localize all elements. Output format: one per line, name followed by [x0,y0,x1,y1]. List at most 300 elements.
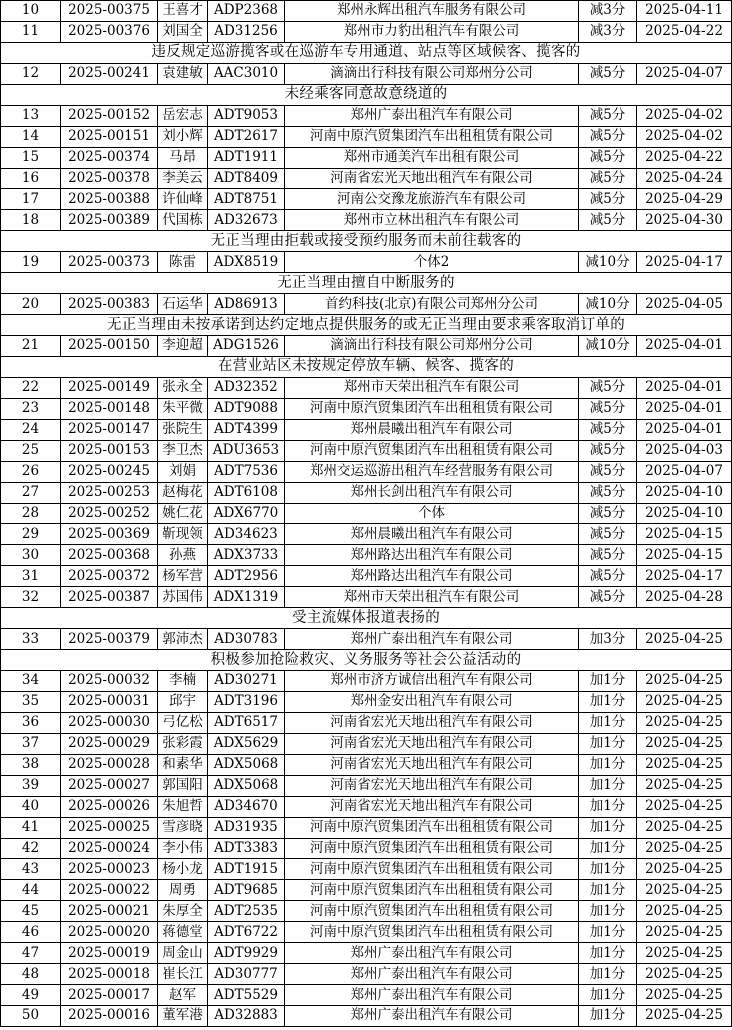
row-number-cell: 41 [1,817,61,838]
date-cell: 2025-04-25 [637,880,732,901]
date-cell: 2025-04-25 [637,985,732,1006]
record-id-cell: 2025-00031 [61,691,158,712]
plate-number-cell: ADX5629 [208,733,285,754]
company-cell: 郑州金安出租汽车有限公司 [285,691,579,712]
points-cell: 减5分 [579,377,637,398]
table-row [1,943,732,964]
date-cell: 2025-04-22 [637,21,732,42]
record-id-cell: 2025-00372 [61,566,158,587]
points-cell: 加1分 [579,922,637,943]
company-cell: 滴滴出行科技有限公司郑州分公司 [285,336,579,357]
points-cell: 减5分 [579,168,637,189]
row-number-cell: 29 [1,524,61,545]
table-row [1,419,732,440]
row-number-cell: 20 [1,294,61,315]
record-id-cell: 2025-00032 [61,671,158,692]
record-id-cell: 2025-00019 [61,943,158,964]
date-cell: 2025-04-25 [637,775,732,796]
table-row [1,922,732,943]
driver-name-cell: 陈雷 [158,252,208,273]
table-row [1,126,732,147]
driver-name-cell: 袁建敏 [158,63,208,84]
table-row [1,147,732,168]
row-number-cell: 17 [1,189,61,210]
plate-number-cell: AD32352 [208,377,285,398]
table-row [1,817,732,838]
company-cell: 郑州路达出租汽车有限公司 [285,545,579,566]
driver-name-cell: 李迎超 [158,336,208,357]
company-cell: 郑州永辉出租汽车服务有限公司 [285,1,579,22]
row-number-cell: 48 [1,964,61,985]
points-cell: 减5分 [579,545,637,566]
driver-name-cell: 李楠 [158,671,208,692]
points-cell: 减5分 [579,461,637,482]
row-number-cell: 21 [1,336,61,357]
driver-name-cell: 朱厚全 [158,901,208,922]
driver-name-cell: 董军港 [158,1006,208,1027]
date-cell: 2025-04-22 [637,147,732,168]
record-id-cell: 2025-00148 [61,398,158,419]
plate-number-cell: AD32883 [208,1006,285,1027]
table-row [1,336,732,357]
section-header-row [1,608,732,629]
plate-number-cell: ADT9929 [208,943,285,964]
driver-name-cell: 岳宏志 [158,105,208,126]
points-cell: 加1分 [579,691,637,712]
date-cell: 2025-04-25 [637,754,732,775]
plate-number-cell: ADX5068 [208,775,285,796]
table-row [1,440,732,461]
table-row [1,189,732,210]
plate-number-cell: ADT2956 [208,566,285,587]
points-cell: 加1分 [579,733,637,754]
plate-number-cell: AD30271 [208,671,285,692]
row-number-cell: 38 [1,754,61,775]
row-number-cell: 46 [1,922,61,943]
date-cell: 2025-04-25 [637,712,732,733]
table-row [1,587,732,608]
record-id-cell: 2025-00026 [61,796,158,817]
points-cell: 减3分 [579,1,637,22]
points-cell: 加1分 [579,796,637,817]
company-cell: 河南中原汽贸集团汽车出租租赁有限公司 [285,859,579,880]
driver-name-cell: 和素华 [158,754,208,775]
points-cell: 减10分 [579,336,637,357]
driver-name-cell: 赵军 [158,985,208,1006]
plate-number-cell: ADT5529 [208,985,285,1006]
driver-name-cell: 李卫杰 [158,440,208,461]
company-cell: 郑州广泰出租汽车有限公司 [285,985,579,1006]
row-number-cell: 26 [1,461,61,482]
driver-name-cell: 孙燕 [158,545,208,566]
table-row [1,901,732,922]
section-header-row [1,356,732,377]
row-number-cell: 31 [1,566,61,587]
plate-number-cell: AD34623 [208,524,285,545]
points-cell: 加1分 [579,838,637,859]
row-number-cell: 25 [1,440,61,461]
row-number-cell: 42 [1,838,61,859]
driver-name-cell: 张彩霞 [158,733,208,754]
record-id-cell: 2025-00022 [61,880,158,901]
row-number-cell: 23 [1,398,61,419]
date-cell: 2025-04-11 [637,1,732,22]
points-cell: 减10分 [579,252,637,273]
date-cell: 2025-04-15 [637,545,732,566]
row-number-cell: 24 [1,419,61,440]
section-header-row [1,42,732,63]
driver-name-cell: 代国栋 [158,210,208,231]
driver-name-cell: 刘小辉 [158,126,208,147]
table-row [1,629,732,650]
date-cell: 2025-04-25 [637,943,732,964]
row-number-cell: 12 [1,63,61,84]
section-header-row [1,650,732,671]
points-cell: 减5分 [579,398,637,419]
company-cell: 郑州市天荣出租汽车有限公司 [285,587,579,608]
company-cell: 河南省宏光天地出租汽车有限公司 [285,733,579,754]
table-row [1,775,732,796]
company-cell: 郑州交运巡游出租汽车经营服务有限公司 [285,461,579,482]
driver-name-cell: 雪彦晓 [158,817,208,838]
driver-name-cell: 李美云 [158,168,208,189]
plate-number-cell: AD30777 [208,964,285,985]
table-row [1,838,732,859]
record-id-cell: 2025-00376 [61,21,158,42]
plate-number-cell: ADG1526 [208,336,285,357]
company-cell: 河南中原汽贸集团汽车出租租赁有限公司 [285,817,579,838]
table-row [1,671,732,692]
row-number-cell: 30 [1,545,61,566]
company-cell: 首约科技(北京)有限公司郑州分公司 [285,294,579,315]
record-id-cell: 2025-00028 [61,754,158,775]
company-cell: 郑州市通美汽车出租有限公司 [285,147,579,168]
row-number-cell: 19 [1,252,61,273]
record-id-cell: 2025-00369 [61,524,158,545]
points-cell: 减5分 [579,147,637,168]
record-id-cell: 2025-00151 [61,126,158,147]
section-title: 违反规定巡游揽客或在巡游车专用通道、站点等区域候客、揽客的 [1,42,732,63]
record-id-cell: 2025-00023 [61,859,158,880]
table-row [1,21,732,42]
driver-name-cell: 郭沛杰 [158,629,208,650]
table-row [1,1006,732,1027]
plate-number-cell: ADT8751 [208,189,285,210]
record-id-cell: 2025-00147 [61,419,158,440]
plate-number-cell: ADX8519 [208,252,285,273]
driver-name-cell: 苏国伟 [158,587,208,608]
row-number-cell: 37 [1,733,61,754]
record-id-cell: 2025-00245 [61,461,158,482]
company-cell: 河南中原汽贸集团汽车出租租赁有限公司 [285,126,579,147]
table-row [1,566,732,587]
driver-name-cell: 姚仁花 [158,503,208,524]
points-cell: 减5分 [579,105,637,126]
company-cell: 郑州广泰出租汽车有限公司 [285,629,579,650]
record-id-cell: 2025-00018 [61,964,158,985]
company-cell: 郑州广泰出租汽车有限公司 [285,105,579,126]
record-id-cell: 2025-00368 [61,545,158,566]
company-cell: 郑州市立林出租汽车有限公司 [285,210,579,231]
record-id-cell: 2025-00389 [61,210,158,231]
driver-name-cell: 邱宇 [158,691,208,712]
record-id-cell: 2025-00253 [61,482,158,503]
driver-name-cell: 崔长江 [158,964,208,985]
table-row [1,545,732,566]
row-number-cell: 27 [1,482,61,503]
points-cell: 加1分 [579,901,637,922]
record-id-cell: 2025-00029 [61,733,158,754]
plate-number-cell: ADT3196 [208,691,285,712]
plate-number-cell: AD31935 [208,817,285,838]
record-id-cell: 2025-00374 [61,147,158,168]
date-cell: 2025-04-10 [637,482,732,503]
driver-name-cell: 杨小龙 [158,859,208,880]
date-cell: 2025-04-01 [637,398,732,419]
plate-number-cell: ADT8409 [208,168,285,189]
row-number-cell: 39 [1,775,61,796]
section-header-row [1,273,732,294]
row-number-cell: 16 [1,168,61,189]
points-cell: 加1分 [579,754,637,775]
date-cell: 2025-04-25 [637,859,732,880]
row-number-cell: 35 [1,691,61,712]
driver-name-cell: 弓亿松 [158,712,208,733]
plate-number-cell: AD34670 [208,796,285,817]
record-id-cell: 2025-00241 [61,63,158,84]
driver-name-cell: 石运华 [158,294,208,315]
record-id-cell: 2025-00030 [61,712,158,733]
driver-name-cell: 王喜才 [158,1,208,22]
section-title: 无正当理由擅自中断服务的 [1,273,732,294]
row-number-cell: 13 [1,105,61,126]
record-id-cell: 2025-00383 [61,294,158,315]
plate-number-cell: ADU3653 [208,440,285,461]
date-cell: 2025-04-17 [637,252,732,273]
date-cell: 2025-04-01 [637,336,732,357]
row-number-cell: 43 [1,859,61,880]
record-id-cell: 2025-00375 [61,1,158,22]
company-cell: 郑州市天荣出租汽车有限公司 [285,377,579,398]
date-cell: 2025-04-07 [637,461,732,482]
record-id-cell: 2025-00387 [61,587,158,608]
date-cell: 2025-04-25 [637,922,732,943]
row-number-cell: 49 [1,985,61,1006]
plate-number-cell: ADT6108 [208,482,285,503]
record-id-cell: 2025-00379 [61,629,158,650]
record-id-cell: 2025-00024 [61,838,158,859]
plate-number-cell: ADT9685 [208,880,285,901]
points-cell: 加1分 [579,880,637,901]
points-cell: 加1分 [579,712,637,733]
date-cell: 2025-04-15 [637,524,732,545]
table-row [1,482,732,503]
company-cell: 河南公交豫龙旅游汽车有限公司 [285,189,579,210]
plate-number-cell: AD86913 [208,294,285,315]
record-id-cell: 2025-00027 [61,775,158,796]
company-cell: 河南中原汽贸集团汽车出租租赁有限公司 [285,922,579,943]
section-title: 积极参加抢险救灾、义务服务等社会公益活动的 [1,650,732,671]
row-number-cell: 50 [1,1006,61,1027]
points-cell: 加1分 [579,943,637,964]
section-title: 无正当理由未按承诺到达约定地点提供服务的或无正当理由要求乘客取消订单的 [1,315,732,336]
date-cell: 2025-04-25 [637,796,732,817]
section-header-row [1,315,732,336]
table-row [1,168,732,189]
row-number-cell: 22 [1,377,61,398]
row-number-cell: 11 [1,21,61,42]
driver-name-cell: 郭国阳 [158,775,208,796]
points-cell: 减3分 [579,21,637,42]
row-number-cell: 15 [1,147,61,168]
table-row [1,985,732,1006]
plate-number-cell: ADT1915 [208,859,285,880]
company-cell: 河南省宏光天地出租汽车有限公司 [285,168,579,189]
plate-number-cell: ADX1319 [208,587,285,608]
plate-number-cell: ADX6770 [208,503,285,524]
table-row [1,210,732,231]
date-cell: 2025-04-17 [637,566,732,587]
company-cell: 河南省宏光天地出租汽车有限公司 [285,796,579,817]
table-row [1,252,732,273]
driver-name-cell: 朱平微 [158,398,208,419]
date-cell: 2025-04-05 [637,294,732,315]
points-cell: 减5分 [579,126,637,147]
plate-number-cell: ADT2617 [208,126,285,147]
driver-name-cell: 李小伟 [158,838,208,859]
plate-number-cell: ADT2535 [208,901,285,922]
row-number-cell: 28 [1,503,61,524]
company-cell: 郑州广泰出租汽车有限公司 [285,1006,579,1027]
points-cell: 加1分 [579,671,637,692]
date-cell: 2025-04-02 [637,105,732,126]
plate-number-cell: ADT4399 [208,419,285,440]
record-id-cell: 2025-00152 [61,105,158,126]
company-cell: 河南中原汽贸集团汽车出租租赁有限公司 [285,880,579,901]
table-row [1,503,732,524]
record-id-cell: 2025-00373 [61,252,158,273]
points-cell: 加1分 [579,859,637,880]
date-cell: 2025-04-25 [637,691,732,712]
company-cell: 郑州广泰出租汽车有限公司 [285,964,579,985]
date-cell: 2025-04-25 [637,1006,732,1027]
row-number-cell: 36 [1,712,61,733]
date-cell: 2025-04-25 [637,901,732,922]
points-cell: 减5分 [579,503,637,524]
company-cell: 河南省宏光天地出租汽车有限公司 [285,712,579,733]
company-cell: 郑州市济方诚信出租汽车有限公司 [285,671,579,692]
driver-name-cell: 刘娟 [158,461,208,482]
driver-name-cell: 蒋德堂 [158,922,208,943]
records-table-body [1,1,732,1027]
table-row [1,377,732,398]
points-cell: 加3分 [579,629,637,650]
company-cell: 郑州市力豹出租汽车有限公司 [285,21,579,42]
driver-name-cell: 张院生 [158,419,208,440]
table-row [1,524,732,545]
table-row [1,398,732,419]
company-cell: 郑州路达出租汽车有限公司 [285,566,579,587]
table-row [1,461,732,482]
date-cell: 2025-04-03 [637,440,732,461]
section-header-row [1,84,732,105]
record-id-cell: 2025-00150 [61,336,158,357]
table-row [1,733,732,754]
points-cell: 加1分 [579,964,637,985]
company-cell: 郑州晨曦出租汽车有限公司 [285,419,579,440]
plate-number-cell: ADT7536 [208,461,285,482]
points-cell: 减5分 [579,419,637,440]
date-cell: 2025-04-25 [637,629,732,650]
plate-number-cell: ADT6722 [208,922,285,943]
driver-name-cell: 周金山 [158,943,208,964]
points-cell: 加1分 [579,817,637,838]
section-title: 在营业站区未按规定停放车辆、候客、揽客的 [1,356,732,377]
table-row [1,691,732,712]
record-id-cell: 2025-00149 [61,377,158,398]
table-row [1,63,732,84]
points-cell: 减5分 [579,210,637,231]
table-row [1,964,732,985]
company-cell: 河南省宏光天地出租汽车有限公司 [285,754,579,775]
table-row [1,859,732,880]
row-number-cell: 44 [1,880,61,901]
driver-name-cell: 张永全 [158,377,208,398]
company-cell: 个体2 [285,252,579,273]
driver-name-cell: 靳现领 [158,524,208,545]
date-cell: 2025-04-01 [637,377,732,398]
row-number-cell: 47 [1,943,61,964]
company-cell: 滴滴出行科技有限公司郑州分公司 [285,63,579,84]
plate-number-cell: AD31256 [208,21,285,42]
row-number-cell: 32 [1,587,61,608]
points-cell: 减5分 [579,587,637,608]
company-cell: 河南中原汽贸集团汽车出租租赁有限公司 [285,901,579,922]
driver-name-cell: 刘国全 [158,21,208,42]
points-cell: 减5分 [579,566,637,587]
record-id-cell: 2025-00017 [61,985,158,1006]
row-number-cell: 45 [1,901,61,922]
row-number-cell: 14 [1,126,61,147]
row-number-cell: 18 [1,210,61,231]
table-row [1,796,732,817]
plate-number-cell: ADX3733 [208,545,285,566]
points-cell: 加1分 [579,1006,637,1027]
section-title: 无正当理由拒载或接受预约服务而未前往载客的 [1,231,732,252]
record-id-cell: 2025-00153 [61,440,158,461]
record-id-cell: 2025-00378 [61,168,158,189]
company-cell: 河南中原汽贸集团汽车出租租赁有限公司 [285,440,579,461]
plate-number-cell: ADT6517 [208,712,285,733]
date-cell: 2025-04-25 [637,964,732,985]
row-number-cell: 10 [1,1,61,22]
date-cell: 2025-04-24 [637,168,732,189]
table-row [1,1,732,22]
date-cell: 2025-04-25 [637,838,732,859]
company-cell: 郑州晨曦出租汽车有限公司 [285,524,579,545]
record-id-cell: 2025-00025 [61,817,158,838]
table-row [1,294,732,315]
date-cell: 2025-04-29 [637,189,732,210]
table-row [1,105,732,126]
company-cell: 郑州长剑出租汽车有限公司 [285,482,579,503]
points-cell: 加1分 [579,985,637,1006]
date-cell: 2025-04-25 [637,733,732,754]
company-cell: 河南中原汽贸集团汽车出租租赁有限公司 [285,398,579,419]
driver-name-cell: 朱旭哲 [158,796,208,817]
row-number-cell: 34 [1,671,61,692]
driver-name-cell: 周勇 [158,880,208,901]
